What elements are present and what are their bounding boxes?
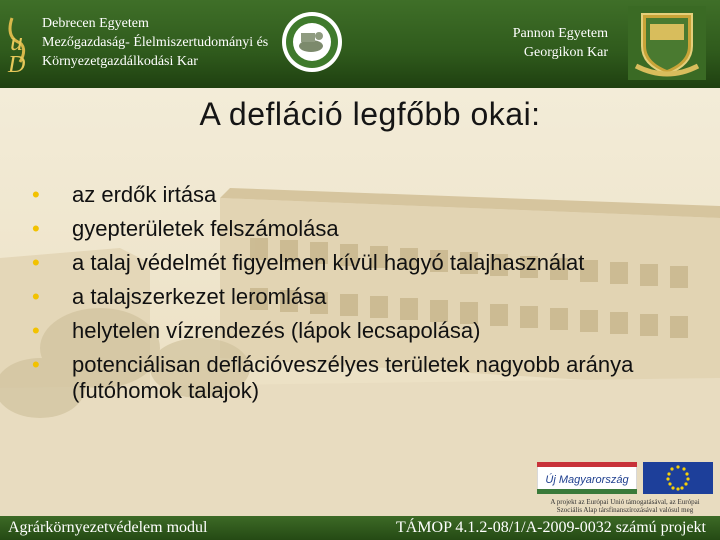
eu-funding-note: A projekt az Európai Unió támogatásával, az Európai Szociális Alap társfinanszírozásával valósul meg <box>550 498 700 514</box>
eu-flag-icon <box>643 462 713 494</box>
left-institution-name <box>42 14 268 71</box>
bullet-dot-icon: • <box>32 182 40 207</box>
bullet-text: a talaj védelmét figyelmen kívül hagyó talajhasználat <box>72 250 585 275</box>
ud-monogram-icon <box>6 8 40 76</box>
bullet-list <box>30 182 670 412</box>
bullet-dot-icon: • <box>32 250 40 275</box>
module-name: Agrárkörnyezetvédelem modul <box>8 519 208 536</box>
bullet-item <box>30 352 670 404</box>
left-institution-line3: Környezetgazdálkodási Kar <box>42 54 198 69</box>
bullet-text: az erdők irtása <box>72 182 217 207</box>
bullet-text: gyepterületek felszámolása <box>72 216 339 241</box>
bullet-item <box>30 250 670 276</box>
eu-funding-block <box>537 462 713 514</box>
bullet-item <box>30 284 670 310</box>
svg-text:u: u <box>10 27 23 56</box>
bullet-text: a talajszerkezet leromlása <box>72 284 327 309</box>
right-institution-name <box>513 24 608 62</box>
project-id: TÁMOP 4.1.2-08/1/A-2009-0032 számú projekt <box>395 519 706 536</box>
footer-band <box>0 516 720 540</box>
bullet-text: helytelen vízrendezés (lápok lecsapolása) <box>72 318 481 343</box>
faculty-seal-icon <box>281 10 343 74</box>
bullet-item <box>30 318 670 344</box>
bullet-dot-icon: • <box>32 352 40 377</box>
bullet-dot-icon: • <box>32 318 40 343</box>
right-institution-line2: Georgikon Kar <box>523 45 608 60</box>
svg-text:D: D <box>8 52 26 76</box>
slide-title: A defláció legfőbb okai: <box>199 96 541 132</box>
uj-magyarorszag-logo <box>537 462 637 494</box>
bullet-dot-icon: • <box>32 216 40 241</box>
header-band <box>0 0 720 88</box>
bullet-dot-icon: • <box>32 284 40 309</box>
bullet-item <box>30 216 670 242</box>
bullet-item <box>30 182 670 208</box>
uj-magyarorszag-text: Új Magyarország <box>545 474 629 486</box>
left-institution-line2: Mezőgazdaság- Élelmiszertudományi és <box>42 35 269 50</box>
bullet-text: potenciálisan deflációveszélyes területek nagyobb aránya (futóhomok talajok) <box>72 352 634 403</box>
georgikon-crest-icon <box>628 6 706 80</box>
left-institution-line1: Debrecen Egyetem <box>42 16 149 31</box>
right-institution-line1: Pannon Egyetem <box>512 26 608 41</box>
